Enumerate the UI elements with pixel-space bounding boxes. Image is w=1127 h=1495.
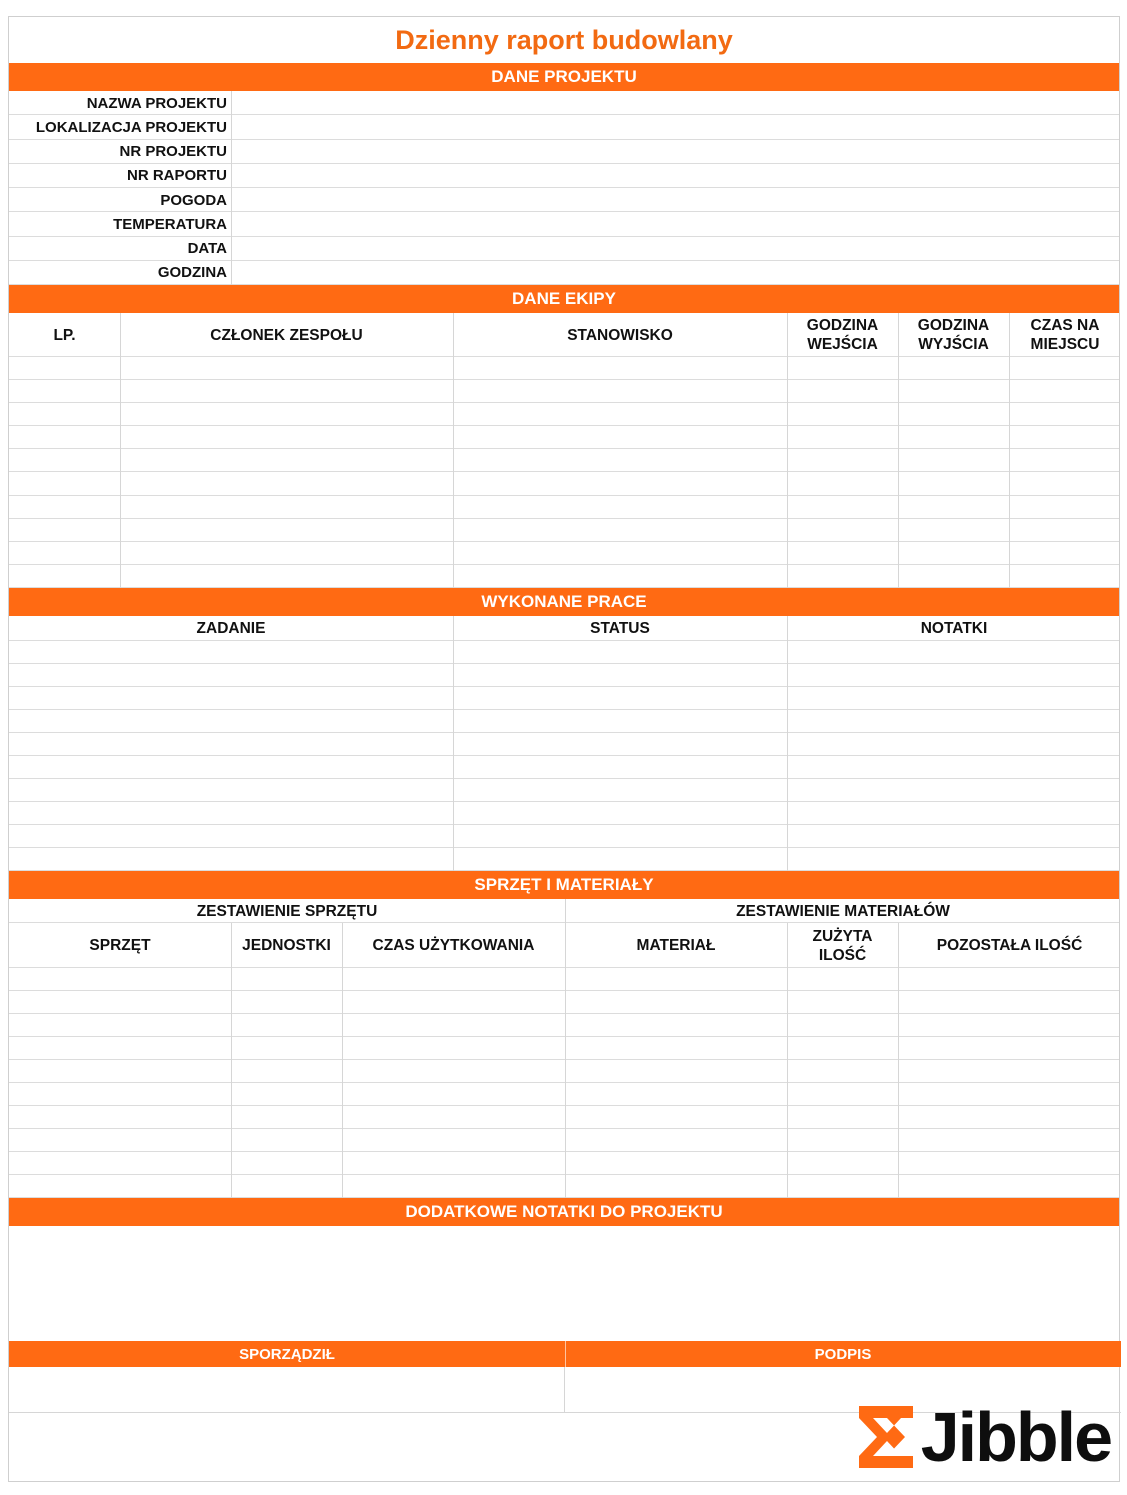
project-label-divider <box>231 91 232 285</box>
crew-table-row[interactable] <box>9 380 1119 403</box>
equipment-table-row[interactable] <box>9 1083 1119 1106</box>
project-field-value[interactable] <box>231 212 1121 236</box>
materials-group-header: ZESTAWIENIE MATERIAŁÓW <box>736 902 950 920</box>
work-table-row[interactable] <box>9 733 1119 756</box>
signature-header: PODPIS <box>565 1341 1121 1367</box>
crew-column-header: STANOWISKO <box>567 326 673 344</box>
equipment-table-row[interactable] <box>9 1175 1119 1198</box>
equipment-table-row[interactable] <box>9 1037 1119 1060</box>
work-table-row[interactable] <box>9 641 1119 664</box>
crew-table-row[interactable] <box>9 449 1119 472</box>
equipment-column-divider <box>787 923 788 1198</box>
crew-column-divider <box>787 313 788 588</box>
crew-table-row[interactable] <box>9 542 1119 565</box>
crew-column-header: GODZINA WEJŚCIA <box>806 317 879 353</box>
project-field-value[interactable] <box>231 237 1121 261</box>
section-equipment-header: SPRZĘT I MATERIAŁY <box>9 871 1119 899</box>
project-field-label: TEMPERATURA <box>113 215 227 233</box>
equipment-column-header: POZOSTAŁA ILOŚĆ <box>936 937 1083 954</box>
report-sheet <box>8 16 1120 1482</box>
crew-table-row[interactable] <box>9 565 1119 588</box>
section-notes-header: DODATKOWE NOTATKI DO PROJEKTU <box>9 1198 1119 1226</box>
equipment-column-divider <box>342 923 343 1198</box>
crew-table-row[interactable] <box>9 357 1119 380</box>
equipment-column-header: CZAS UŻYTKOWANIA <box>372 937 535 954</box>
work-table-row[interactable] <box>9 687 1119 710</box>
crew-column-divider <box>120 313 121 588</box>
prepared-by-header: SPORZĄDZIŁ <box>9 1341 565 1367</box>
equipment-table-row[interactable] <box>9 991 1119 1014</box>
project-field-value[interactable] <box>231 188 1121 212</box>
project-field-label: LOKALIZACJA PROJEKTU <box>35 118 227 136</box>
work-column-header: ZADANIE <box>196 620 266 637</box>
work-table-row[interactable] <box>9 779 1119 802</box>
crew-table-row[interactable] <box>9 519 1119 542</box>
equipment-column-divider <box>898 923 899 1198</box>
equipment-column-header: JEDNOSTKI <box>242 937 331 954</box>
project-field-value[interactable] <box>231 261 1121 285</box>
crew-column-header: CZŁONEK ZESPOŁU <box>210 326 363 344</box>
work-column-divider <box>787 616 788 871</box>
equipment-column-header: ZUŻYTA ILOŚĆ <box>812 927 873 964</box>
project-field-label: GODZINA <box>157 264 227 282</box>
equipment-group-header: ZESTAWIENIE SPRZĘTU <box>196 902 378 920</box>
crew-column-header: GODZINA WYJŚCIA <box>917 317 990 353</box>
work-table-row[interactable] <box>9 848 1119 871</box>
equipment-column-divider <box>231 923 232 1198</box>
equipment-table-row[interactable] <box>9 1060 1119 1083</box>
work-table-row[interactable] <box>9 756 1119 779</box>
crew-table-row[interactable] <box>9 473 1119 496</box>
project-field-label: DATA <box>187 240 227 258</box>
equipment-table-row[interactable] <box>9 968 1119 991</box>
work-column-header: NOTATKI <box>920 620 988 637</box>
work-table-row[interactable] <box>9 664 1119 687</box>
section-project-header: DANE PROJEKTU <box>9 63 1119 91</box>
equipment-table-row[interactable] <box>9 1152 1119 1175</box>
section-work-header: WYKONANE PRACE <box>9 588 1119 616</box>
crew-column-header: CZAS NA MIEJSCU <box>1030 317 1100 353</box>
equipment-table-row[interactable] <box>9 1106 1119 1129</box>
equipment-table-row[interactable] <box>9 1014 1119 1037</box>
notes-area[interactable] <box>9 1226 1119 1341</box>
project-field-label: POGODA <box>160 191 227 209</box>
work-table-row[interactable] <box>9 802 1119 825</box>
work-table-row[interactable] <box>9 825 1119 848</box>
crew-table-row[interactable] <box>9 426 1119 449</box>
jibble-wordmark: Jibble <box>920 1398 1111 1476</box>
equipment-materials-divider <box>565 899 566 1198</box>
project-field-value[interactable] <box>231 140 1121 164</box>
crew-table-row[interactable] <box>9 403 1119 426</box>
crew-table-row[interactable] <box>9 496 1119 519</box>
crew-column-header: LP. <box>53 326 76 344</box>
prepared-by-field[interactable] <box>9 1367 565 1413</box>
crew-column-divider <box>898 313 899 588</box>
project-field-label: NR PROJEKTU <box>119 143 227 161</box>
crew-column-divider <box>1009 313 1010 588</box>
project-field-value[interactable] <box>231 115 1121 139</box>
work-column-divider <box>453 616 454 871</box>
project-field-label: NR RAPORTU <box>127 167 227 185</box>
report-title: Dzienny raport budowlany <box>395 24 733 55</box>
work-column-header: STATUS <box>590 620 650 637</box>
project-field-value[interactable] <box>231 164 1121 188</box>
equipment-column-header: SPRZĘT <box>89 937 151 954</box>
project-field-value[interactable] <box>231 91 1121 115</box>
equipment-table-row[interactable] <box>9 1129 1119 1152</box>
project-field-label: NAZWA PROJEKTU <box>86 94 227 112</box>
signature-divider <box>565 1341 566 1367</box>
jibble-logo <box>857 1397 1111 1477</box>
jibble-hourglass-icon <box>857 1404 915 1470</box>
equipment-column-header: MATERIAŁ <box>636 937 716 954</box>
crew-column-divider <box>453 313 454 588</box>
work-table-row[interactable] <box>9 710 1119 733</box>
section-crew-header: DANE EKIPY <box>9 285 1119 313</box>
